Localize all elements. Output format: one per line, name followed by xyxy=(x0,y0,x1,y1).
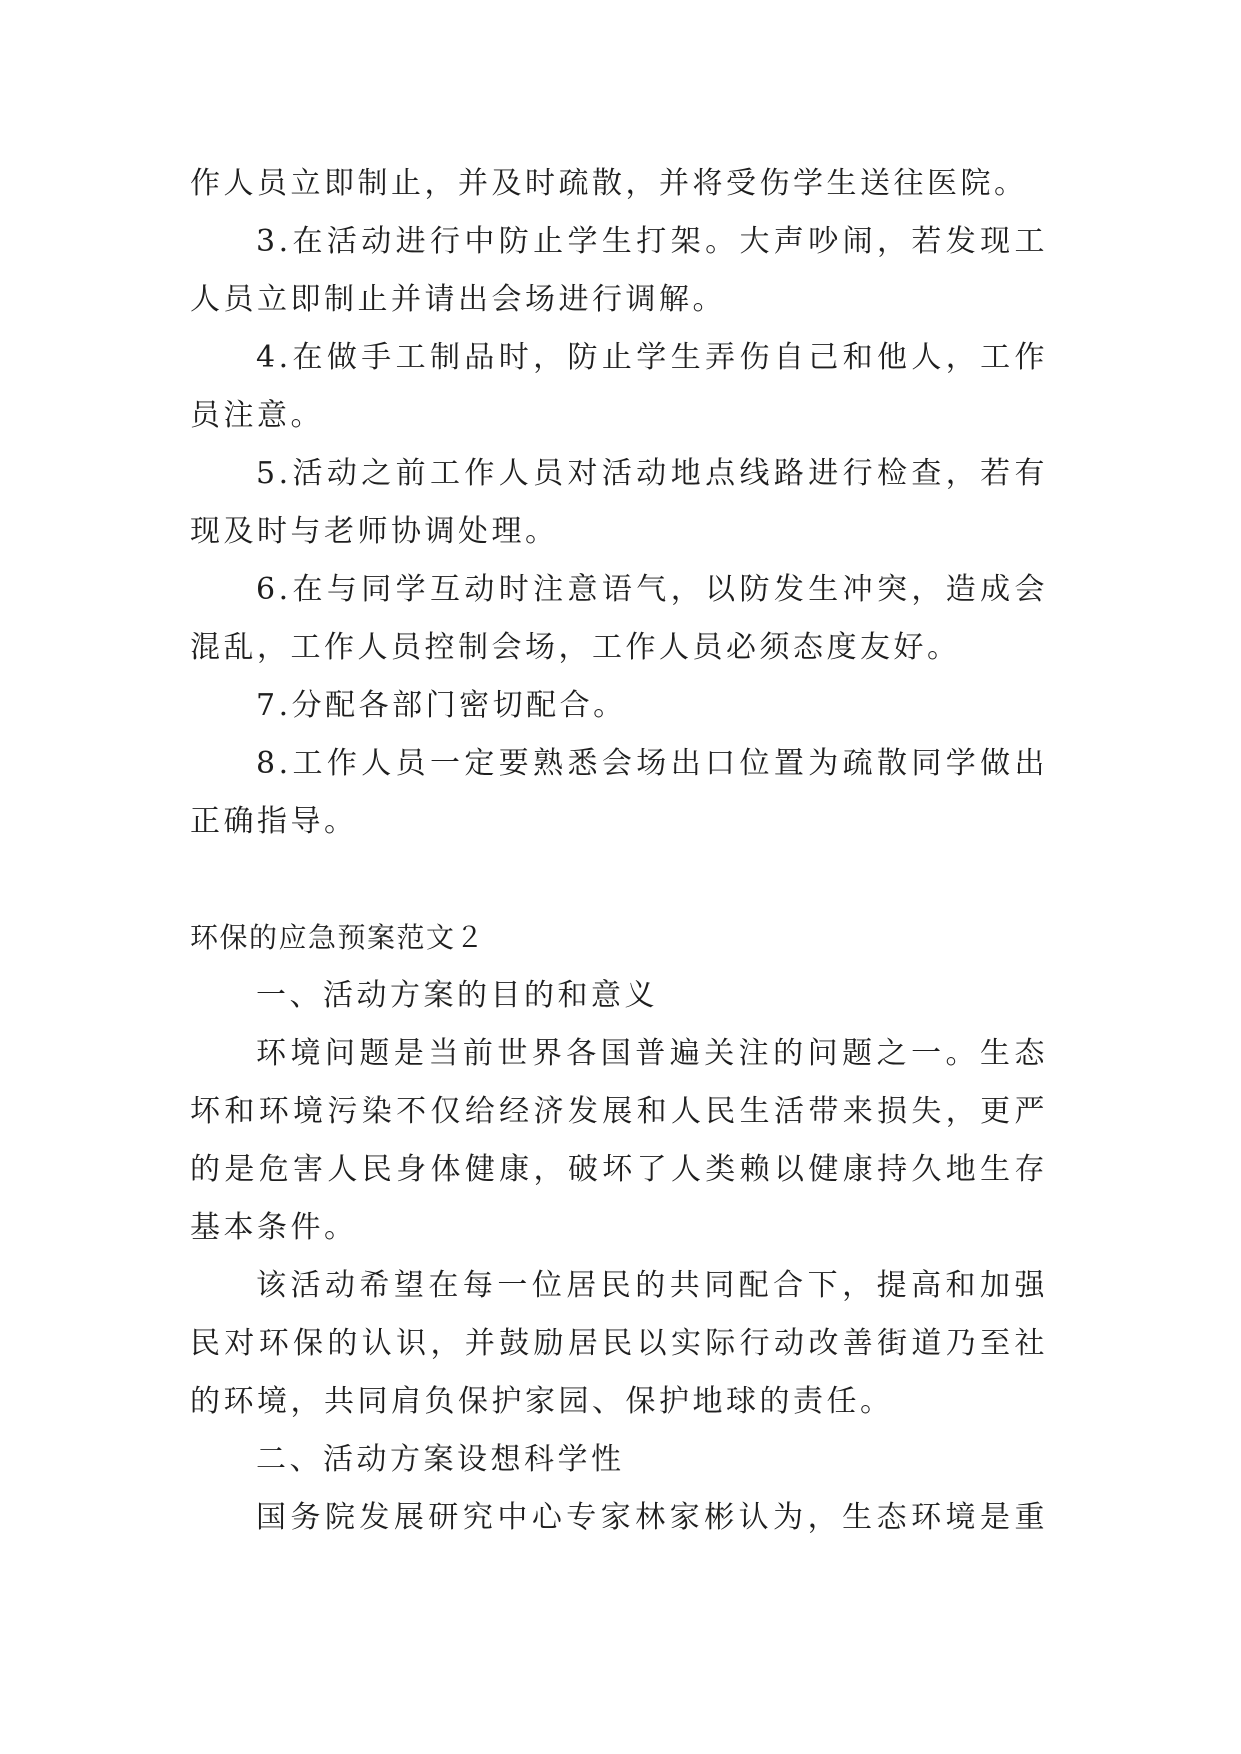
text-line: 7.分配各部门密切配合。 xyxy=(256,688,627,723)
document-page xyxy=(190,155,1048,1547)
text-line: 人员立即制止并请出会场进行调解。 xyxy=(190,282,726,317)
text-line: 4.在做手工制品时，防止学生弄伤自己和他人，工作 xyxy=(256,340,1048,375)
text-line: 8.工作人员一定要熟悉会场出口位置为疏散同学做出 xyxy=(256,746,1048,781)
text-line: 5.活动之前工作人员对活动地点线路进行检查，若有 xyxy=(256,456,1048,491)
text-line: 现及时与老师协调处理。 xyxy=(190,514,559,549)
text-line: 混乱，工作人员控制会场，工作人员必须态度友好。 xyxy=(190,630,961,665)
text-line: 的环境，共同肩负保护家园、保护地球的责任。 xyxy=(190,1384,894,1419)
paragraph-block-environment-plan xyxy=(190,967,1048,1547)
text-line: 员注意。 xyxy=(190,398,324,433)
text-line: 环境问题是当前世界各国普遍关注的问题之一。生态 xyxy=(256,1036,1048,1071)
text-line: 正确指导。 xyxy=(190,804,358,839)
text-line: 国务院发展研究中心专家林家彬认为，生态环境是重 xyxy=(256,1500,1048,1535)
text-line: 坏和环境污染不仅给经济发展和人民生活带来损失，更严 xyxy=(190,1094,1048,1129)
text-line: 6.在与同学互动时注意语气，以防发生冲突，造成会 xyxy=(256,572,1048,607)
text-line: 民对环保的认识，并鼓励居民以实际行动改善街道乃至社 xyxy=(190,1326,1048,1361)
paragraph-block-safety-measures xyxy=(190,155,1048,851)
text-line: 一、活动方案的目的和意义 xyxy=(256,978,658,1013)
section-title: 环保的应急预案范文２ xyxy=(190,921,486,954)
text-line: 作人员立即制止，并及时疏散，并将受伤学生送往医院。 xyxy=(190,166,1028,201)
section-gap xyxy=(190,851,1048,909)
text-line: 3.在活动进行中防止学生打架。大声吵闹，若发现工 xyxy=(256,224,1048,259)
text-line: 该活动希望在每一位居民的共同配合下，提高和加强 xyxy=(256,1268,1048,1303)
text-line: 的是危害人民身体健康，破坏了人类赖以健康持久地生存 xyxy=(190,1152,1048,1187)
text-line: 基本条件。 xyxy=(190,1210,358,1245)
text-line: 二、活动方案设想科学性 xyxy=(256,1442,625,1477)
